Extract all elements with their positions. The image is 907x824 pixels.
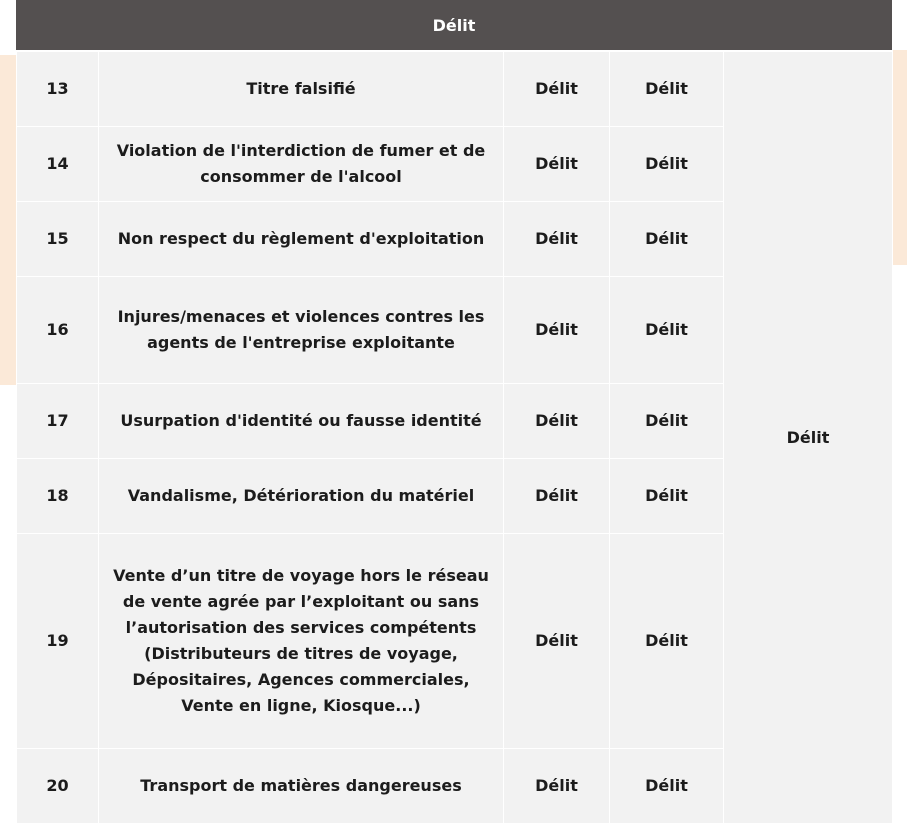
row-col3: Délit: [504, 384, 610, 459]
row-col3: Délit: [504, 202, 610, 277]
row-col4: Délit: [610, 277, 724, 384]
row-number: 16: [17, 277, 99, 384]
row-description: Violation de l'interdiction de fumer et de consommer de l'alcool: [99, 127, 504, 202]
header-title: Délit: [432, 15, 476, 35]
merged-penalty-cell: Délit: [724, 52, 893, 824]
table-row: [17, 52, 893, 127]
table-header: [16, 0, 892, 50]
row-col3: Délit: [504, 277, 610, 384]
row-col4: Délit: [610, 202, 724, 277]
row-description: Injures/menaces et violences contres les agents de l'entreprise exploitante: [99, 277, 504, 384]
decorative-accent-left: [0, 55, 16, 385]
row-description: Non respect du règlement d'exploitation: [99, 202, 504, 277]
row-number: 17: [17, 384, 99, 459]
row-description: Usurpation d'identité ou fausse identité: [99, 384, 504, 459]
row-col4: Délit: [610, 127, 724, 202]
row-col3: Délit: [504, 459, 610, 534]
row-description: Titre falsifié: [99, 52, 504, 127]
row-col3: Délit: [504, 52, 610, 127]
row-col3: Délit: [504, 534, 610, 749]
row-description: Vandalisme, Détérioration du matériel: [99, 459, 504, 534]
row-col4: Délit: [610, 459, 724, 534]
row-number: 18: [17, 459, 99, 534]
row-number: 13: [17, 52, 99, 127]
offense-table: [16, 51, 893, 824]
row-col4: Délit: [610, 384, 724, 459]
decorative-accent-right: [893, 50, 907, 265]
row-col3: Délit: [504, 749, 610, 824]
row-col4: Délit: [610, 52, 724, 127]
row-number: 15: [17, 202, 99, 277]
row-description: Vente d’un titre de voyage hors le réseau de vente agrée par l’exploitant ou sans l’autorisation des services compétents (Distributeurs de titres de voyage, Dépositaires, Agences commerciales, Vente en ligne, Kiosque...): [99, 534, 504, 749]
row-col4: Délit: [610, 749, 724, 824]
row-number: 19: [17, 534, 99, 749]
row-description: Transport de matières dangereuses: [99, 749, 504, 824]
row-number: 14: [17, 127, 99, 202]
row-col4: Délit: [610, 534, 724, 749]
row-number: 20: [17, 749, 99, 824]
row-col3: Délit: [504, 127, 610, 202]
